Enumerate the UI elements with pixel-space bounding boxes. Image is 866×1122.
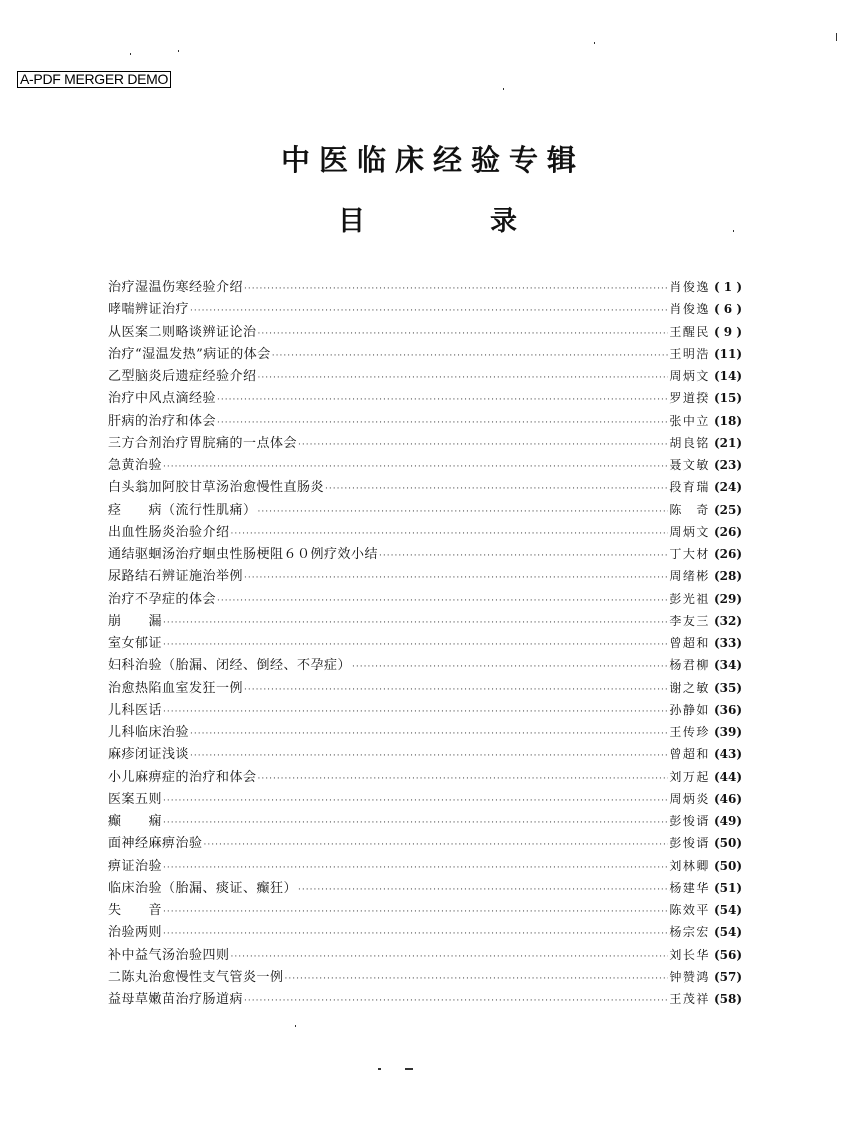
entry-title: 室女郁证 <box>108 636 163 651</box>
entry-page: (39) <box>713 725 742 739</box>
toc-entry <box>108 855 742 877</box>
entry-page: (43) <box>713 747 742 762</box>
toc-entry <box>108 944 742 966</box>
entry-title: 癫 痫 <box>108 814 163 829</box>
entry-author: 罗道揆 <box>669 391 710 406</box>
entry-page: (54) <box>713 903 742 917</box>
entry-author: 刘长华 <box>669 947 710 962</box>
entry-page: (33) <box>713 636 742 650</box>
entry-page: ( 1 ) <box>713 280 742 294</box>
entry-title: 治验两则 <box>108 925 163 941</box>
entry-author: 杨建华 <box>669 880 710 895</box>
entry-author: 彭悛谞 <box>669 836 710 851</box>
dot-leader <box>258 367 669 389</box>
toc-entry <box>108 387 742 409</box>
entry-page: (56) <box>713 947 742 962</box>
dot-leader <box>244 278 668 300</box>
dot-leader <box>163 634 668 656</box>
entry-page: (26) <box>713 547 742 561</box>
dot-leader <box>163 456 668 478</box>
entry-title: 哮喘辨证治疗 <box>108 302 190 318</box>
entry-title: 尿路结石辨证施治举例 <box>108 569 244 585</box>
dot-leader <box>163 901 668 923</box>
dot-leader <box>244 679 668 701</box>
entry-title: 面神经麻痹治验 <box>108 836 203 852</box>
toc-entry <box>108 365 742 387</box>
entry-author: 周炳炎 <box>669 791 710 806</box>
toc-entry <box>108 276 742 298</box>
toc-entry <box>108 521 742 543</box>
entry-page: (32) <box>713 613 742 628</box>
entry-page: (11) <box>713 346 742 361</box>
entry-author: 胡良铭 <box>669 435 710 450</box>
entry-author: 王醒民 <box>669 324 710 339</box>
dot-leader <box>190 723 668 745</box>
dot-leader <box>217 590 668 612</box>
entry-author: 王茂祥 <box>669 992 710 1006</box>
entry-title: 治疗不孕症的体会 <box>108 591 217 607</box>
dot-leader <box>163 923 668 945</box>
entry-title: 从医案二则略谈辨证论治 <box>108 324 257 340</box>
entry-title: 补中益气汤治验四则 <box>108 947 230 963</box>
toc-entry <box>108 476 742 498</box>
dot-leader <box>163 812 668 834</box>
toc-heading-part-2: 录 <box>490 206 517 237</box>
toc-entry <box>108 588 742 610</box>
dot-leader <box>272 345 669 367</box>
dot-leader <box>204 834 669 856</box>
toc-heading-part-1: 目 <box>338 206 365 237</box>
scan-speck <box>836 33 837 41</box>
entry-page: (29) <box>713 591 742 606</box>
scan-speck <box>378 1068 381 1070</box>
entry-title: 麻疹闭证浅谈 <box>108 747 190 763</box>
entry-page: (50) <box>713 836 742 851</box>
entry-author: 曾超和 <box>669 747 710 762</box>
entry-page: (34) <box>713 658 742 673</box>
toc-entry <box>108 721 742 743</box>
dot-leader <box>163 857 668 879</box>
dot-leader <box>163 790 668 812</box>
entry-author: 聂文敏 <box>669 458 710 472</box>
scan-speck <box>405 1068 413 1070</box>
entry-author: 丁大材 <box>669 547 710 561</box>
entry-page: ( 9 ) <box>713 324 742 339</box>
dot-leader <box>190 300 668 322</box>
toc-entry <box>108 632 742 654</box>
toc-entry <box>108 877 742 899</box>
entry-page: (54) <box>713 925 742 940</box>
toc-entry <box>108 610 742 632</box>
toc-entry <box>108 766 742 788</box>
dot-leader <box>244 567 668 589</box>
entry-author: 肖俊逸 <box>669 280 710 294</box>
toc-entry <box>108 321 742 343</box>
entry-title: 益母草嫩苗治疗肠道病 <box>108 992 244 1007</box>
entry-author: 李友三 <box>669 613 710 628</box>
dot-leader <box>217 412 668 434</box>
entry-title: 崩 漏 <box>108 613 163 629</box>
entry-page: (58) <box>713 992 742 1006</box>
dot-leader <box>163 701 668 723</box>
toc-entry <box>108 743 742 765</box>
table-of-contents <box>108 276 742 1010</box>
entry-title: 儿科医话 <box>108 702 163 718</box>
dot-leader <box>258 501 669 523</box>
entry-author: 杨君柳 <box>669 658 710 673</box>
entry-page: (35) <box>713 680 742 695</box>
entry-author: 谢之敏 <box>669 680 710 695</box>
dot-leader <box>325 478 668 500</box>
dot-leader <box>352 656 668 678</box>
entry-title: 急黄治验 <box>108 458 163 473</box>
toc-entry <box>108 298 742 320</box>
entry-title: 失 音 <box>108 903 163 918</box>
entry-title: 治愈热陷血室发狂一例 <box>108 680 244 696</box>
scan-speck <box>295 1025 296 1027</box>
entry-author: 刘万起 <box>669 769 710 784</box>
scan-speck <box>733 230 734 232</box>
toc-entry <box>108 410 742 432</box>
dot-leader <box>231 946 669 968</box>
entry-title: 三方合剂治疗胃脘痛的一点体会 <box>108 435 298 451</box>
entry-author: 彭光祖 <box>669 591 710 606</box>
entry-author: 钟赞鸿 <box>669 969 710 984</box>
toc-entry <box>108 810 742 832</box>
toc-entry <box>108 565 742 587</box>
scan-speck <box>594 42 595 44</box>
entry-author: 孙静如 <box>669 702 710 717</box>
entry-author: 张中立 <box>669 413 710 428</box>
entry-title: 医案五则 <box>108 791 163 807</box>
dot-leader <box>231 523 669 545</box>
toc-entry <box>108 677 742 699</box>
toc-entry <box>108 921 742 943</box>
entry-page: (50) <box>713 858 742 873</box>
entry-page: (26) <box>713 524 742 539</box>
toc-entry <box>108 988 742 1010</box>
entry-page: (15) <box>713 391 742 406</box>
entry-page: (51) <box>713 880 742 895</box>
dot-leader <box>163 612 668 634</box>
entry-title: 肝病的治疗和体会 <box>108 413 217 429</box>
entry-page: (18) <box>713 413 742 428</box>
dot-leader <box>285 968 669 990</box>
entry-page: (46) <box>713 791 742 806</box>
toc-entry <box>108 699 742 721</box>
dot-leader <box>258 768 669 790</box>
entry-page: (25) <box>713 502 742 517</box>
entry-title: 儿科临床治验 <box>108 725 190 740</box>
entry-title: 二陈丸治愈慢性支气管炎一例 <box>108 969 284 985</box>
dot-leader <box>379 545 668 567</box>
entry-author: 刘林卿 <box>669 858 710 873</box>
entry-author: 陈 奇 <box>669 502 710 517</box>
entry-page: (49) <box>713 814 742 828</box>
toc-entry <box>108 432 742 454</box>
entry-page: (24) <box>713 480 742 495</box>
entry-page: (44) <box>713 769 742 784</box>
entry-author: 陈效平 <box>669 903 710 917</box>
entry-page: (28) <box>713 569 742 584</box>
toc-entry <box>108 788 742 810</box>
document-title: 中医临床经验专辑 <box>280 143 585 177</box>
entry-title: 治疗“湿温发热”病证的体会 <box>108 346 271 362</box>
dot-leader <box>258 323 669 345</box>
dot-leader <box>298 879 668 901</box>
entry-page: (23) <box>713 458 742 472</box>
entry-author: 王明浩 <box>669 346 710 361</box>
scan-speck <box>178 50 179 52</box>
dot-leader <box>244 990 668 1012</box>
dot-leader <box>190 745 668 767</box>
entry-author: 周炳文 <box>669 369 710 383</box>
entry-title: 通结驱蛔汤治疗蛔虫性肠梗阻６０例疗效小结 <box>108 547 379 562</box>
toc-entry <box>108 343 742 365</box>
toc-entry <box>108 654 742 676</box>
toc-entry <box>108 499 742 521</box>
entry-title: 治疗中风点滴经验 <box>108 391 217 407</box>
entry-author: 段育瑞 <box>669 480 710 495</box>
entry-author: 曾超和 <box>669 636 710 650</box>
entry-title: 出血性肠炎治验介绍 <box>108 524 230 540</box>
entry-author: 彭悛谞 <box>669 814 710 828</box>
demo-watermark: A-PDF MERGER DEMO <box>17 71 171 88</box>
entry-author: 王传珍 <box>669 725 710 739</box>
entry-author: 周炳文 <box>669 524 710 539</box>
entry-page: (21) <box>713 435 742 450</box>
entry-title: 妇科治验（胎漏、闭经、倒经、不孕症） <box>108 658 352 674</box>
toc-entry <box>108 543 742 565</box>
toc-entry <box>108 832 742 854</box>
entry-page: ( 6 ) <box>713 302 742 317</box>
entry-title: 治疗湿温伤寒经验介绍 <box>108 280 244 295</box>
entry-title: 痉 病（流行性肌痛） <box>108 502 257 518</box>
toc-entry <box>108 899 742 921</box>
entry-title: 小儿麻痹症的治疗和体会 <box>108 769 257 785</box>
entry-title: 乙型脑炎后遗症经验介绍 <box>108 369 257 384</box>
entry-page: (57) <box>713 969 742 984</box>
entry-page: (36) <box>713 702 742 717</box>
entry-page: (14) <box>713 369 742 383</box>
entry-author: 肖俊逸 <box>669 302 710 317</box>
toc-entry <box>108 966 742 988</box>
toc-entry <box>108 454 742 476</box>
scan-speck <box>503 88 504 90</box>
dot-leader <box>217 389 668 411</box>
scan-speck <box>130 53 131 55</box>
entry-title: 痹证治验 <box>108 858 163 874</box>
entry-title: 白头翁加阿胶甘草汤治愈慢性直肠炎 <box>108 480 325 496</box>
dot-leader <box>298 434 668 456</box>
entry-title: 临床治验（胎漏、痰证、癫狂） <box>108 880 298 896</box>
entry-author: 杨宗宏 <box>669 925 710 940</box>
entry-author: 周绪彬 <box>669 569 710 584</box>
